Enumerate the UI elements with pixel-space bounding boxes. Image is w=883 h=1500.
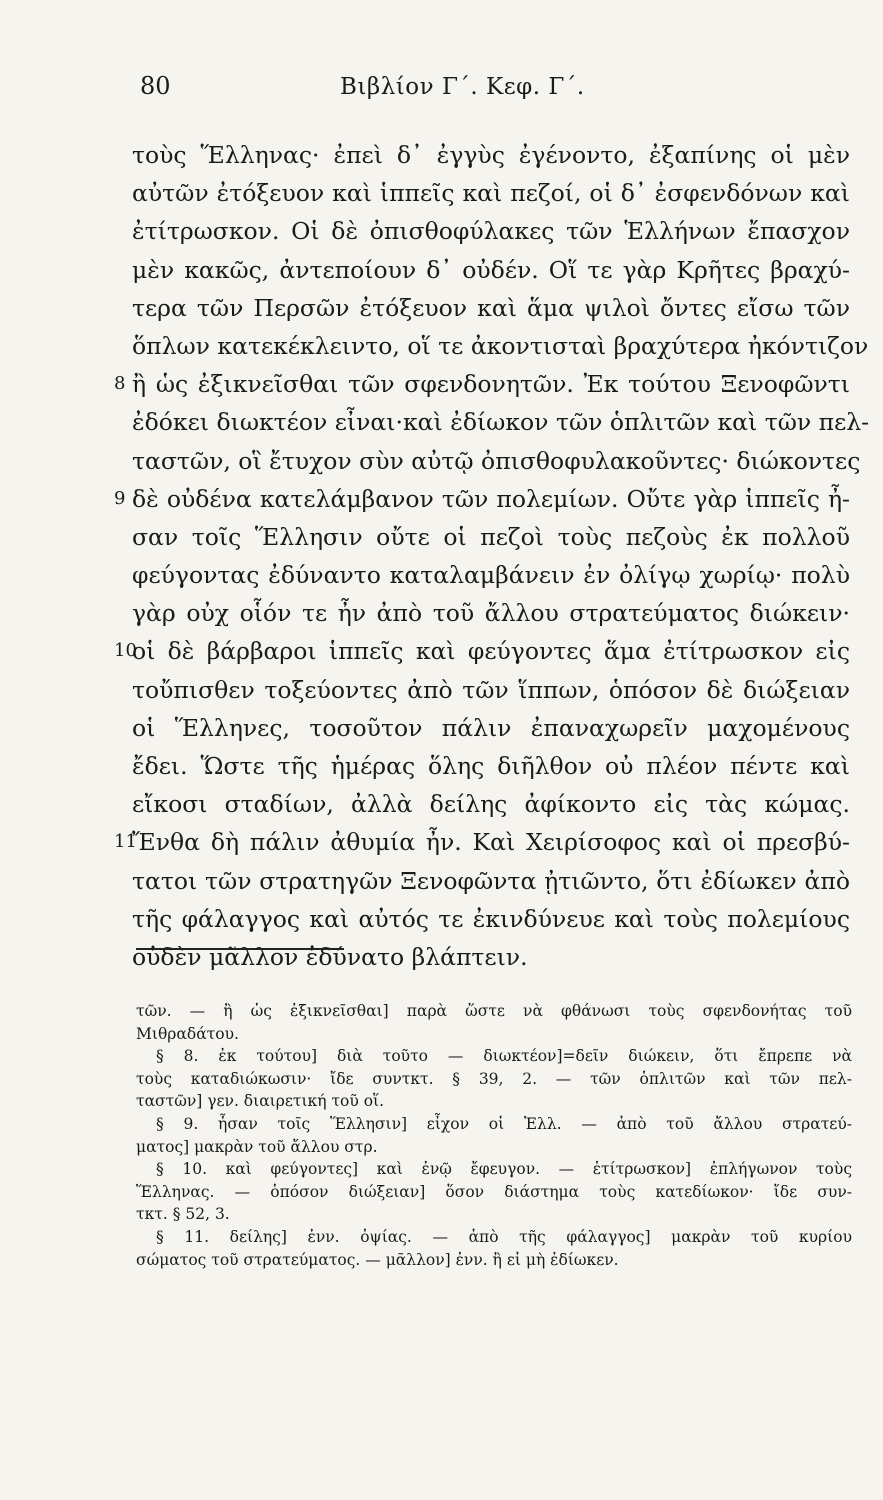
text-line: φεύγοντας ἐδύναντο καταλαμβάνειν ἐν ὀλίγῳ χωρίῳ· πολὺ [132,561,850,590]
text-line: 9 δὲ οὐδένα κατελάμβανον τῶν πολεμίων. Οὔτε γὰρ ἱππεῖς ἦ- [132,480,850,518]
page-number: 80 [140,72,171,100]
running-head: Βιβλίον Γ΄. Κεφ. Γ΄. [340,74,585,100]
footnote-line: τοὺς καταδιώκωσιν· ἴδε συντκτ. § 39, 2. — τῶν ὁπλιτῶν καὶ τῶν πελ- [136,1069,852,1088]
footnote-line: ματος] μακρὰν τοῦ ἄλλου στρ. [136,1137,378,1156]
footnotes [136,1000,852,1271]
text-line: 8 ἢ ὡς ἐξικνεῖσθαι τῶν σφενδονητῶν. Ἐκ τούτου Ξενοφῶντι [132,365,850,403]
footnote-line: σώματος τοῦ στρατεύματος. — μᾶλλον] ἐνν. ἢ εἰ μὴ ἐδίωκεν. [136,1250,619,1269]
footnote-line: Ἕλληνας. — ὁπόσον διώξειαν] ὅσον διάστημα τοὺς κατεδίωκον· ἴδε συν- [136,1182,852,1201]
footnote-line: § 10. καὶ φεύγοντες] καὶ ἐνῷ ἔφευγον. — ἐτίτρωσκον] ἐπλήγωνον τοὺς [156,1160,852,1179]
text-line: εἴκοσι σταδίων, ἀλλὰ δείλης ἀφίκοντο εἰς τὰς κώμας. [132,790,850,819]
footnote-line: τῶν. — ἢ ὡς ἐξικνεῖσθαι] παρὰ ὥστε νὰ φθάνωσι τοὺς σφενδονήτας τοῦ [136,1002,852,1020]
text-line: τοὔπισθεν τοξεύοντες ἀπὸ τῶν ἵππων, ὁπόσον δὲ διώξειαν [132,675,850,704]
footnote-line: § 9. ἦσαν τοῖς Ἕλλησιν] εἶχον οἱ Ἑλλ. — ἀπὸ τοῦ ἄλλου στρατεύ- [156,1114,852,1133]
text-line: ταστῶν, οἳ ἔτυχον σὺν αὐτῷ ὀπισθοφυλακοῦντες· διώκοντες [132,446,861,475]
text-line: τερα τῶν Περσῶν ἐτόξευον καὶ ἅμα ψιλοὶ ὄντες εἴσω τῶν [132,293,850,322]
main-text [114,136,870,976]
footnote-line: § 8. ἐκ τούτου] διὰ τοῦτο — διωκτέον]=δεῖν διώκειν, ὅτι ἔπρεπε νὰ [156,1047,852,1066]
text-line: 11 Ἔνθα δὴ πάλιν ἀθυμία ἦν. Καὶ Χειρίσοφος καὶ οἱ πρεσβύ- [132,823,850,861]
text-line: γὰρ οὐχ οἷόν τε ἦν ἀπὸ τοῦ ἄλλου στρατεύματος διώκειν· [132,599,850,628]
text-line: ἔδει. Ὥστε τῆς ἡμέρας ὅλης διῆλθον οὐ πλέον πέντε καὶ [132,752,850,780]
footnote-line: ταστῶν] γεν. διαιρετική τοῦ οἵ. [136,1092,385,1111]
text-line: τοὺς Ἕλληνας· ἐπεὶ δ᾽ ἐγγὺς ἐγένοντο, ἐξαπίνης οἱ μὲν [132,141,850,169]
text-line: ὅπλων κατεκέκλειντο, οἵ τε ἀκοντισταὶ βραχύτερα ἠκόντιζον [132,331,869,360]
footnote-rule [136,948,344,950]
text-line: ἐτίτρωσκον. Οἱ δὲ ὀπισθοφύλακες τῶν Ἑλλήνων ἔπασχον [132,217,850,246]
text-line: σαν τοῖς Ἕλλησιν οὔτε οἱ πεζοὶ τοὺς πεζοὺς ἐκ πολλοῦ [132,522,850,551]
footnote-line: τκτ. § 52, 3. [136,1205,230,1224]
section-marker: 11 [114,831,137,853]
text-line: μὲν κακῶς, ἀντεποίουν δ᾽ οὐδέν. Οἵ τε γὰρ Κρῆτες βραχύ- [132,255,850,284]
page-header [140,72,840,106]
text-line: τατοι τῶν στρατηγῶν Ξενοφῶντα ᾐτιῶντο, ὅτι ἐδίωκεν ἀπὸ [132,866,850,895]
footnote-line: § 11. δείλης] ἐνν. ὀψίας. — ἀπὸ τῆς φάλαγγος] μακρὰν τοῦ κυρίου [156,1227,852,1246]
text-line: οὐδὲν μᾶλλον ἐδύνατο βλάπτειν. [132,942,528,971]
section-marker: 8 [114,373,126,395]
section-marker: 9 [114,487,126,509]
text-line: 10 οἱ δὲ βάρβαροι ἱππεῖς καὶ φεύγοντες ἅμα ἐτίτρωσκον εἰς [132,632,850,670]
text-line: τῆς φάλαγγος καὶ αὐτός τε ἐκινδύνευε καὶ τοὺς πολεμίους [132,904,850,933]
section-marker: 10 [114,640,137,662]
text-line: ἐδόκει διωκτέον εἶναι·καὶ ἐδίωκον τῶν ὁπλιτῶν καὶ τῶν πελ- [132,408,870,437]
footnote-line: Μιθραδάτου. [136,1024,239,1043]
text-line: αὐτῶν ἐτόξευον καὶ ἱππεῖς καὶ πεζοί, οἱ δ᾽ ἐσφενδόνων καὶ [132,179,850,208]
text-line: οἱ Ἕλληνες, τοσοῦτον πάλιν ἐπαναχωρεῖν μαχομένους [132,713,850,742]
